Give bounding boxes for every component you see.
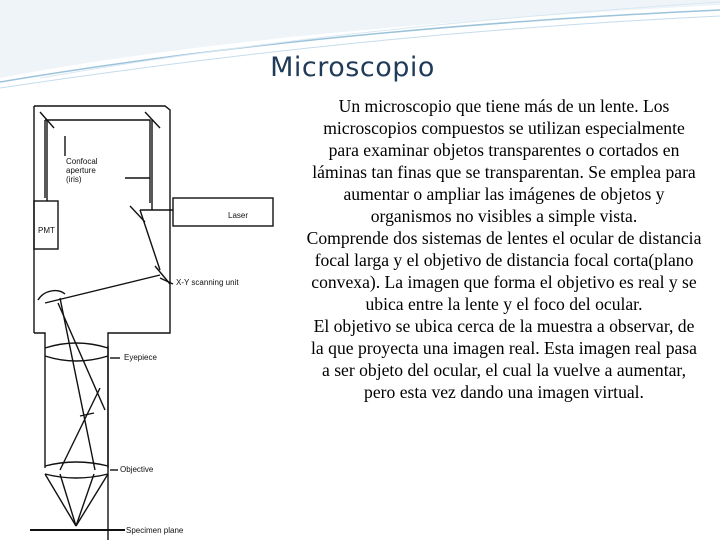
paragraph-lens-systems: Comprende dos sistemas de lentes el ocular de distancia focal larga y el objetivo de distancia focal corta(plano convexa). La imagen que forma el objetivo es real y se ubica entre la lente y el foco del ocular. [306, 228, 702, 314]
label-eyepiece: Eyepiece [124, 353, 157, 362]
label-pmt: PMT [38, 226, 55, 235]
label-aperture-2: aperture [66, 166, 96, 175]
slide-title: Microscopio [270, 52, 435, 83]
label-objective: Objective [120, 465, 154, 474]
label-aperture-1: Confocal [66, 157, 98, 166]
label-scanning-unit: X-Y scanning unit [176, 278, 239, 287]
label-aperture-3: (iris) [66, 175, 82, 184]
paragraph-definition: Un microscopio que tiene más de un lente. Los microscopios compuestos se utilizan especialmente para examinar objetos transparentes o cortados en láminas tan finas que se transparentan. Se emplea para aumentar o ampliar las imágenes de objetos y organismos no visibles a simple vista. [312, 96, 696, 226]
label-specimen-plane: Specimen plane [126, 526, 184, 535]
paragraph-objective: El objetivo se ubica cerca de la muestra a observar, de la que proyecta una imagen real. Esta imagen real pasa a ser objeto del ocular, el cual la vuelve a aumentar, pero esta vez dando una imagen virtual. [311, 316, 697, 402]
confocal-microscope-diagram [0, 98, 300, 540]
label-laser: Laser [228, 211, 249, 220]
slide-body [306, 95, 702, 403]
